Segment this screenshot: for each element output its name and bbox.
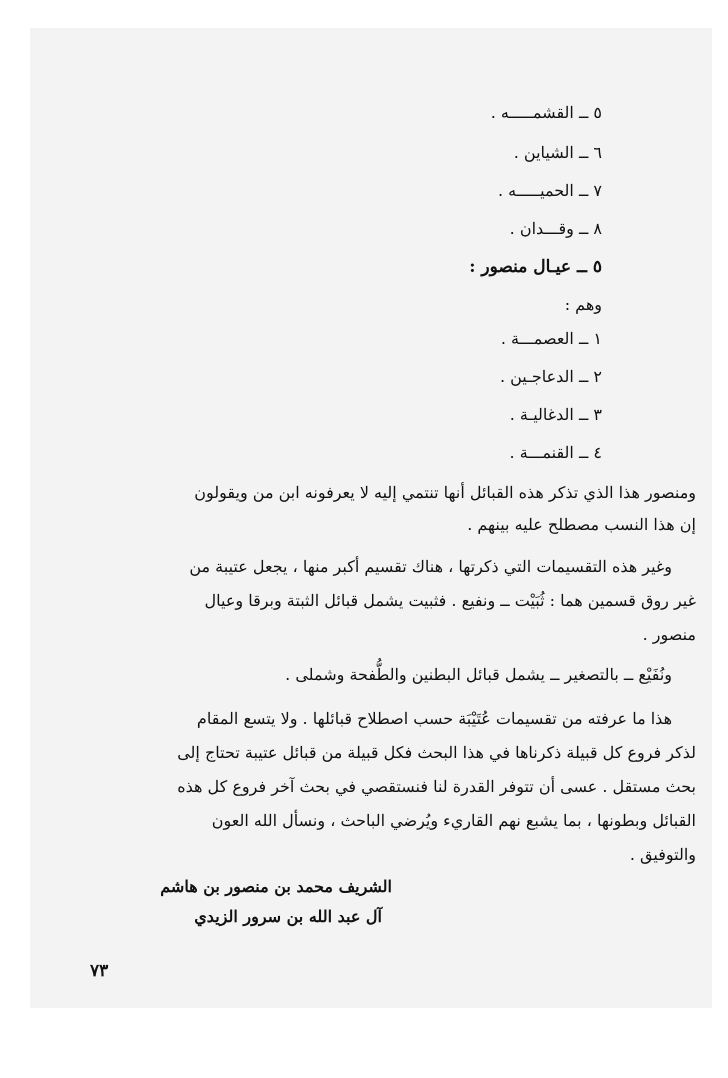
paragraph-line: وغير هذه التقسيمات التي ذكرتها ، هناك تقسيم أكبر منها ، يجعل عتيبة من xyxy=(189,557,672,576)
document-page xyxy=(30,28,712,1008)
intro-text: وهم : xyxy=(564,295,602,314)
paragraph-line: ونُفَيْع ــ بالتصغير ــ يشمل قبائل البطنين والطُّفحة وشملى . xyxy=(285,665,672,684)
paragraph-line: هذا ما عرفته من تقسيمات عُتَيْبَة حسب اصطلاح قبائلها . ولا يتسع المقام xyxy=(196,709,672,728)
list-item: ٢ ــ الدعاجـين . xyxy=(499,367,602,386)
paragraph-line: والتوفيق . xyxy=(629,845,696,864)
paragraph-line: لذكر فروع كل قبيلة ذكرناها في هذا البحث فكل قبيلة من قبائل عتيبة تحتاج إلى xyxy=(177,743,696,762)
list-item: ٥ ــ القشمـــــه . xyxy=(490,103,602,122)
section-heading: ٥ ــ عيـال منصور : xyxy=(469,257,602,277)
list-item: ٣ ــ الدغاليـة . xyxy=(509,405,602,424)
signature-line: الشريف محمد بن منصور بن هاشم xyxy=(160,877,392,896)
page-number: ٧٣ xyxy=(90,961,109,981)
list-item: ٤ ــ القنمـــة . xyxy=(509,443,602,462)
list-item: ٧ ــ الحميـــــه . xyxy=(497,181,602,200)
paragraph-line: غير روق قسمين هما : ثُبَيْت ــ ونفيع . فثبيت يشمل قبائل الثبتة وبرقا وعيال xyxy=(204,591,696,610)
paragraph-line: القبائل وبطونها ، بما يشبع نهم القاريء ويُرضي الباحث ، ونسأل الله العون xyxy=(211,811,696,830)
paragraph-line: إن هذا النسب مصطلح عليه بينهم . xyxy=(467,515,696,534)
list-item: ١ ــ العصمـــة . xyxy=(500,329,602,348)
paragraph-line: بحث مستقل . عسى أن تتوفر القدرة لنا فنستقصي في بحث آخر فروع كل هذه xyxy=(177,777,696,796)
signature-line: آل عبد الله بن سرور الزيدي xyxy=(194,907,382,926)
list-item: ٦ ــ الشياين . xyxy=(513,143,602,162)
list-item: ٨ ــ وقـــدان . xyxy=(509,219,602,238)
paragraph-line: ومنصور هذا الذي تذكر هذه القبائل أنها تنتمي إليه لا يعرفونه ابن من ويقولون xyxy=(194,483,696,502)
paragraph-line: منصور . xyxy=(642,625,696,644)
